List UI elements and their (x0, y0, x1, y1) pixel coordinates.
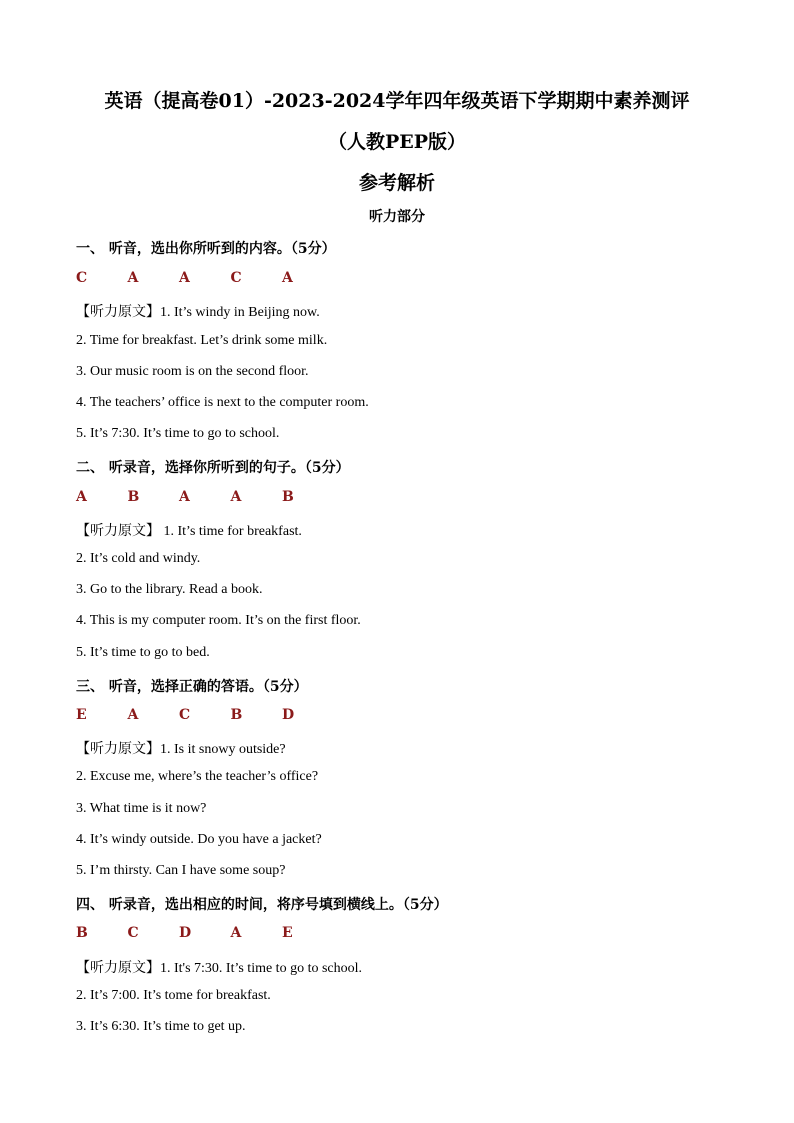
section-2-heading: 二、 听录音，选择你所听到的句子。（5分） (76, 460, 350, 476)
transcript-line: 2. It’s 7:00. It’s tome for breakfast. (76, 988, 271, 1003)
section-2-transcript-line-1 (76, 520, 302, 540)
transcript-line: 3. It’s 6:30. It’s time to get up. (76, 1019, 246, 1034)
section-3-transcript-line-1 (76, 738, 286, 758)
section-4-transcript-line-1 (76, 957, 362, 977)
transcript-line: 2. Excuse me, where’s the teacher’s office? (76, 769, 319, 784)
section-1-answers (76, 270, 334, 286)
transcript-line: 5. It’s time to go to bed. (76, 645, 210, 660)
answer: D (179, 925, 192, 941)
section-2-answers (76, 489, 334, 505)
answer: A (127, 707, 139, 723)
transcript-line: 4. The teachers’ office is next to the computer room. (76, 395, 369, 410)
transcript-line: 3. Our music room is on the second floor. (76, 364, 309, 379)
transcript-tag: 【听力原文】 (76, 741, 160, 757)
transcript-text: 1. Is it snowy outside? (160, 742, 286, 757)
document-heading: 参考解析 (358, 172, 435, 194)
transcript-text: 1. It’s windy in Beijing now. (160, 305, 320, 320)
transcript-tag: 【听力原文】 (76, 304, 160, 320)
section-4-heading: 四、 听录音，选出相应的时间，将序号填到横线上。（5分） (76, 897, 448, 913)
answer: E (76, 707, 87, 723)
transcript-line: 4. This is my computer room. It’s on the first floor. (76, 613, 361, 628)
transcript-line: 4. It’s windy outside. Do you have a jacket? (76, 832, 322, 847)
answer: A (230, 925, 242, 941)
answer: C (179, 707, 191, 723)
answer: B (76, 925, 88, 941)
transcript-tag: 【听力原文】 (76, 523, 160, 539)
answer: D (282, 707, 295, 723)
answer: A (179, 270, 190, 286)
section-3-answers (76, 707, 334, 723)
document-title: 英语（提高卷01）-2023-2024学年四年级英语下学期期中素养测评 (104, 90, 690, 112)
answer: C (76, 270, 88, 286)
transcript-tag: 【听力原文】 (76, 960, 160, 976)
document-edition: （人教PEP版） (327, 131, 467, 153)
transcript-line: 3. Go to the library. Read a book. (76, 582, 263, 597)
answer: B (127, 489, 140, 505)
transcript-line: 3. What time is it now? (76, 801, 207, 816)
answer: E (282, 925, 293, 941)
answer: A (127, 270, 139, 286)
answer: B (230, 707, 243, 723)
answer: A (282, 270, 293, 286)
section-1-transcript-line-1 (76, 301, 320, 321)
transcript-text: 1. It's 7:30. It’s time to go to school. (160, 961, 363, 976)
transcript-line: 5. It’s 7:30. It’s time to go to school. (76, 426, 280, 441)
answer: A (230, 489, 242, 505)
answer: B (282, 489, 294, 505)
transcript-text: 1. It’s time for breakfast. (160, 524, 302, 539)
section-1-heading: 一、 听音，选出你所听到的内容。（5分） (76, 241, 336, 257)
answer: A (76, 489, 87, 505)
answer: A (179, 489, 190, 505)
transcript-line: 5. I’m thirsty. Can I have some soup? (76, 863, 286, 878)
transcript-line: 2. Time for breakfast. Let’s drink some milk. (76, 333, 328, 348)
transcript-line: 2. It’s cold and windy. (76, 551, 201, 566)
answer: C (127, 925, 139, 941)
section-subtitle: 听力部分 (369, 209, 425, 225)
answer: C (230, 270, 242, 286)
section-3-heading: 三、 听音，选择正确的答语。（5分） (76, 679, 308, 695)
section-4-answers (76, 925, 334, 941)
